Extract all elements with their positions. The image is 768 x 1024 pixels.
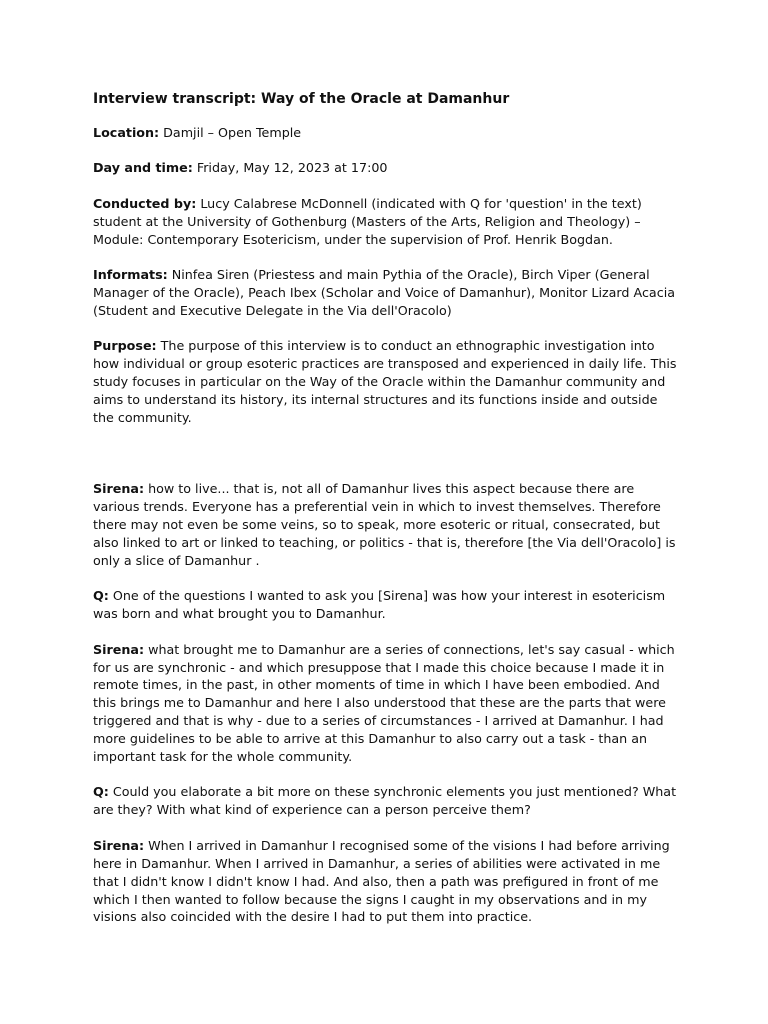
- informants-label: Informats:: [93, 267, 168, 283]
- dialogue-paragraph: [93, 641, 680, 766]
- dialogue-paragraph: [93, 837, 680, 927]
- purpose-label: Purpose:: [93, 338, 157, 354]
- dialogue-text: what brought me to Damanhur are a series of connections, let's say casual - which for us are synchronic - and which presuppose that I made this choice because I made it in remote times, in the past, in other moments of time in which I have been embodied. And this brings me to Damanhur and here I also understood that these are the parts that were triggered and that is why - due to a series of circumstances - I arrived at Damanhur. I had more guidelines to be able to arrive at this Damanhur to also carry out a task - than an important task for the whole community.: [93, 641, 675, 765]
- conducted-by-text: Lucy Calabrese McDonnell (indicated with Q for 'question' in the text) student at the University of Gothenburg (Masters of the Arts, Religion and Theology) – Module: Contemporary Esotericism, under the supervision of Prof. Henrik Bogdan.: [93, 195, 642, 247]
- dialogue-text: One of the questions I wanted to ask you [Sirena] was how your interest in esotericism was born and what brought you to Damanhur.: [93, 588, 666, 622]
- day-time-text: Friday, May 12, 2023 at 17:00: [192, 160, 388, 176]
- section-spacer: [93, 444, 680, 480]
- dialogue-paragraph: [93, 587, 680, 623]
- speaker-label: Sirena:: [93, 837, 145, 853]
- conducted-by-label: Conducted by:: [93, 195, 197, 211]
- speaker-label: Q:: [93, 784, 109, 800]
- dialogue-text: When I arrived in Damanhur I recognised some of the visions I had before arriving here in Damanhur. When I arrived in Damanhur, a series of abilities were activated in me that I didn't know I didn't know I had. And also, then a path was prefigured in front of me which I then wanted to follow because the signs I caught in my observations and in my visions also coincided with the desire I had to put them into practice.: [93, 837, 670, 925]
- informants-text: Ninfea Siren (Priestess and main Pythia of the Oracle), Birch Viper (General Manager of the Oracle), Peach Ibex (Scholar and Voice of Damanhur), Monitor Lizard Acacia (Student and Executive Delegate in the Via dell'Oracolo): [93, 267, 675, 318]
- speaker-label: Q:: [93, 588, 109, 604]
- location-label: Location:: [93, 125, 160, 140]
- speaker-label: Sirena:: [93, 481, 145, 497]
- day-time-label: Day and time:: [93, 160, 193, 176]
- day-time-line: [93, 159, 680, 177]
- conducted-by-paragraph: [93, 195, 680, 249]
- dialogue-text: Could you elaborate a bit more on these synchronic elements you just mentioned? What are they? With what kind of experience can a person perceive them?: [93, 784, 677, 818]
- speaker-label: Sirena:: [93, 641, 145, 657]
- location-line: [93, 124, 680, 142]
- purpose-text: The purpose of this interview is to conduct an ethnographic investigation into how individual or group esoteric practices are transposed and experienced in daily life. This study focuses in particular on the Way of the Oracle within the Damanhur community and aims to understand its history, its internal structures and its functions inside and outside the community.: [93, 338, 677, 425]
- dialogue-text: how to live... that is, not all of Damanhur lives this aspect because there are various trends. Everyone has a preferential vein in which to invest themselves. Therefore there may not even be some veins, so to speak, more esoteric or ritual, consecrated, but also linked to art or linked to teaching, or politics - that is, therefore [the Via dell'Oracolo] is only a slice of Damanhur .: [93, 481, 676, 568]
- informants-paragraph: [93, 266, 680, 320]
- purpose-paragraph: [93, 337, 680, 427]
- location-text: Damjil – Open Temple: [159, 125, 302, 140]
- document-title: Interview transcript: Way of the Oracle at Damanhur: [93, 91, 510, 107]
- dialogue-paragraph: [93, 480, 680, 570]
- dialogue-paragraph: [93, 783, 680, 819]
